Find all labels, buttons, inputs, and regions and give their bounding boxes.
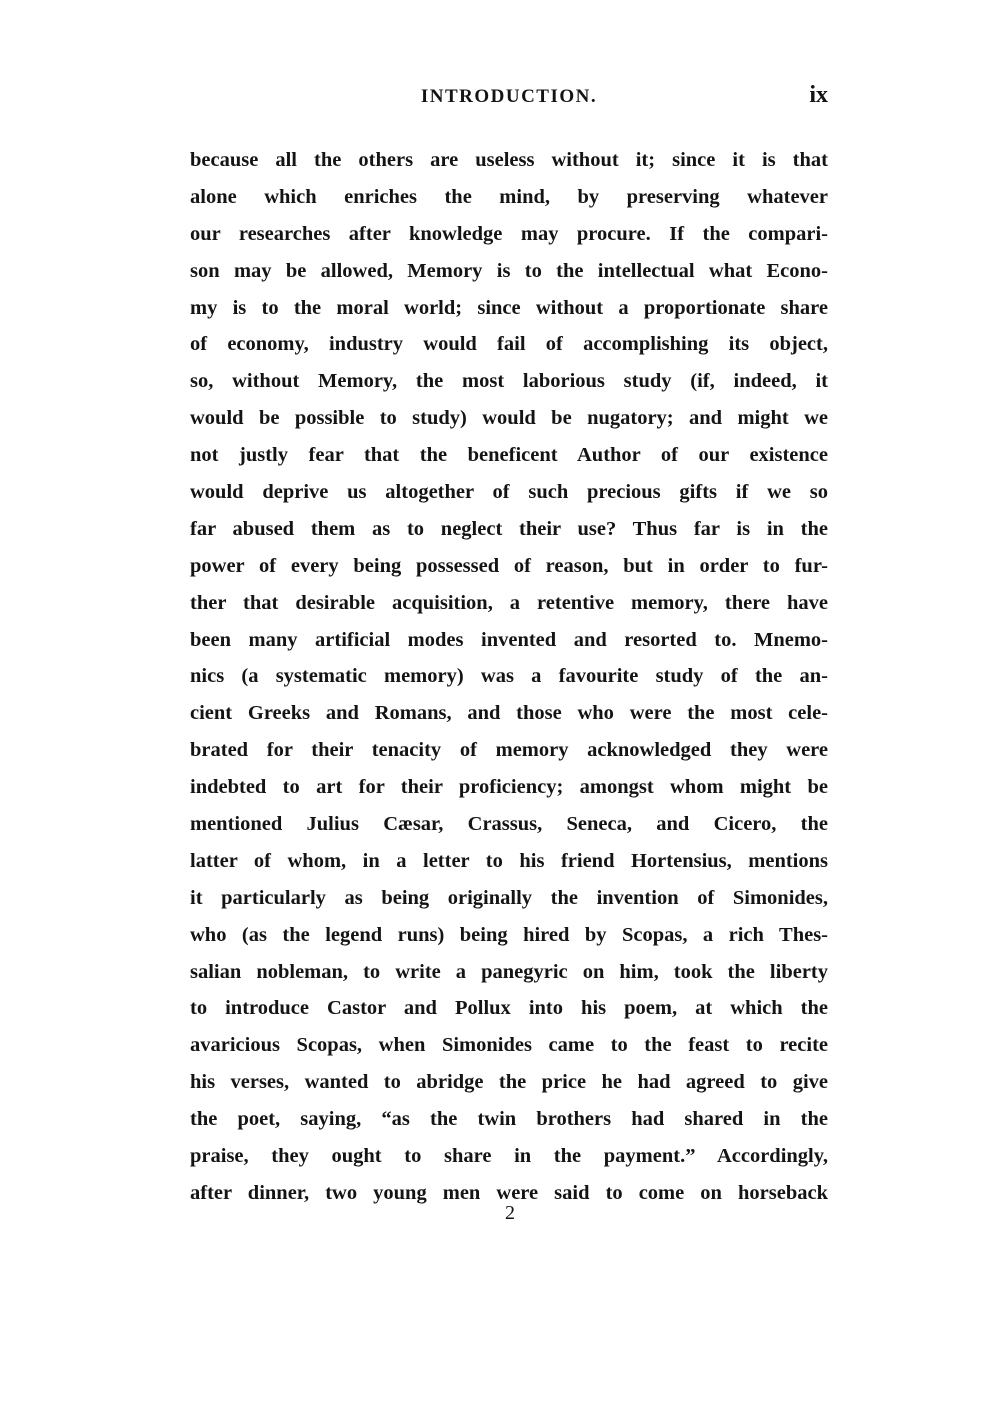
text-line: so, without Memory, the most laborious study (if, indeed, it <box>190 370 828 393</box>
text-line: mentioned Julius Cæsar, Crassus, Seneca, and Cicero, the <box>190 813 828 836</box>
running-title: INTRODUCTION. <box>420 86 598 107</box>
text-line: our researches after knowledge may procure. If the compari- <box>190 222 828 245</box>
text-line: cient Greeks and Romans, and those who were the most cele- <box>190 702 828 725</box>
text-line: far abused them as to neglect their use? Thus far is in the <box>190 517 828 540</box>
text-line: his verses, wanted to abridge the price he had agreed to give <box>190 1071 828 1094</box>
text-line: power of every being possessed of reason, but in order to fur- <box>190 554 828 577</box>
text-line: my is to the moral world; since without a proportionate share <box>190 296 828 319</box>
text-line: would be possible to study) would be nugatory; and might we <box>190 407 828 430</box>
text-line: the poet, saying, “as the twin brothers had shared in the <box>190 1108 828 1131</box>
text-line: latter of whom, in a letter to his friend Hortensius, mentions <box>190 849 828 872</box>
text-line: ther that desirable acquisition, a retentive memory, there have <box>190 591 828 614</box>
body-text <box>190 142 828 1212</box>
text-line: not justly fear that the beneficent Author of our existence <box>190 444 828 467</box>
text-line: because all the others are useless without it; since it is that <box>190 149 828 171</box>
text-line: alone which enriches the mind, by preserving whatever <box>190 185 828 208</box>
page-number: ix <box>809 82 828 108</box>
text-line: of economy, industry would fail of accomplishing its object, <box>190 333 828 356</box>
text-line: been many artificial modes invented and resorted to. Mnemo- <box>190 628 828 651</box>
text-line: after dinner, two young men were said to come on horseback <box>190 1181 828 1204</box>
text-line: avaricious Scopas, when Simonides came to the feast to recite <box>190 1034 828 1057</box>
text-line: to introduce Castor and Pollux into his poem, at which the <box>190 997 828 1020</box>
text-line: who (as the legend runs) being hired by Scopas, a rich Thes- <box>190 923 828 946</box>
text-line: it particularly as being originally the invention of Simonides, <box>190 886 828 909</box>
text-line: son may be allowed, Memory is to the intellectual what Econo- <box>190 259 828 282</box>
text-line: nics (a systematic memory) was a favourite study of the an- <box>190 665 828 688</box>
text-line: would deprive us altogether of such precious gifts if we so <box>190 481 828 504</box>
running-head <box>190 82 828 116</box>
text-line: indebted to art for their proficiency; amongst whom might be <box>190 776 828 799</box>
text-line: praise, they ought to share in the payment.” Accordingly, <box>190 1145 828 1168</box>
text-line: salian nobleman, to write a panegyric on him, took the liberty <box>190 960 828 983</box>
signature-mark: 2 <box>505 1202 515 1224</box>
text-line: brated for their tenacity of memory acknowledged they were <box>190 739 828 762</box>
